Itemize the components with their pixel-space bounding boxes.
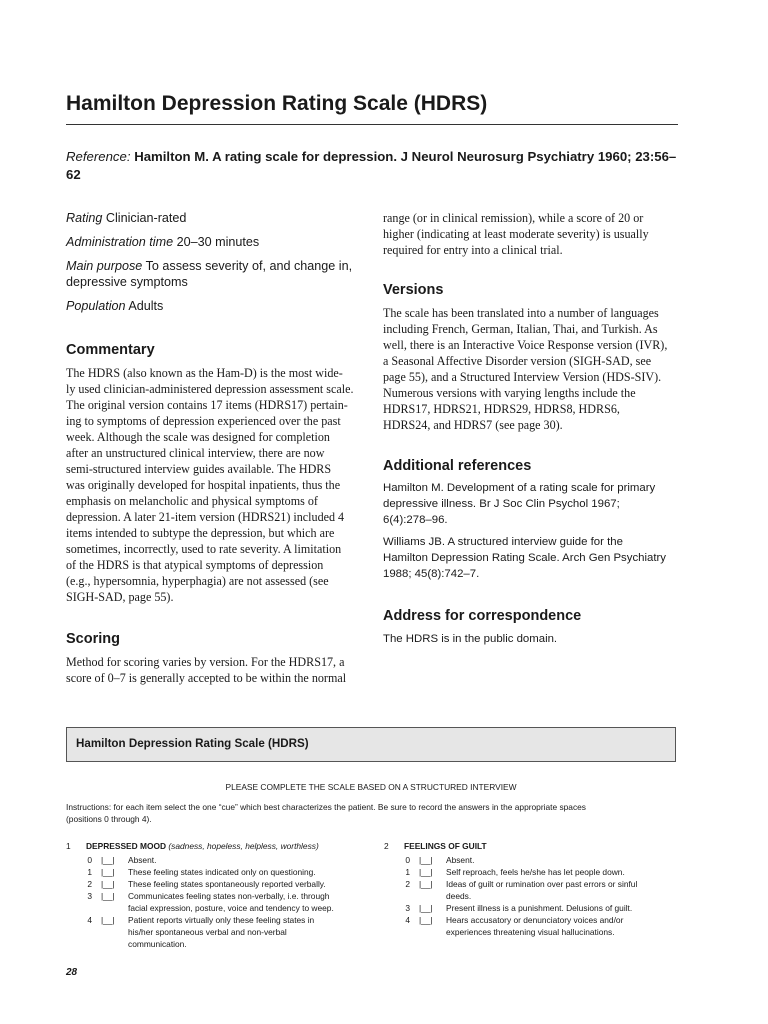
answer-box[interactable]: |__| xyxy=(419,855,433,865)
answer-box[interactable]: |__| xyxy=(419,879,433,889)
item-option: 0 |__| Absent. xyxy=(87,855,157,865)
item-number: 1 xyxy=(66,841,71,851)
page-title: Hamilton Depression Rating Scale (HDRS) xyxy=(66,92,488,115)
item-option: 4 |__| Patient reports virtually only these feeling states in his/her spontaneous verbal and non-verbal communication. xyxy=(87,915,315,949)
reference-label: Reference: xyxy=(66,149,131,164)
answer-box[interactable]: |__| xyxy=(419,915,433,925)
scoring-text-continued: range (or in clinical remission), while a score of 20 or higher (indicating at least moderate severity) is usually required for entry into a clinical trial. xyxy=(383,211,649,257)
form-instructions: Instructions: for each item select the one “cue” which best characterizes the patient. Be sure to record the answers in the appropriate spaces (positions 0 through 4). xyxy=(66,802,586,824)
versions-heading: Versions xyxy=(383,282,444,298)
left-column xyxy=(66,210,360,686)
item-option: 0 |__| Absent. xyxy=(405,855,475,865)
address-text: The HDRS is in the public domain. xyxy=(383,633,558,645)
answer-box[interactable]: |__| xyxy=(101,891,115,901)
reference-text: Hamilton M. A rating scale for depression. J Neurol Neurosurg Psychiatry 1960; 23:56–62 xyxy=(66,149,677,182)
right-column xyxy=(383,210,679,647)
commentary-text: The HDRS (also known as the Ham-D) is the most wide- ly used clinician-administered depression assessment scale. The original version contains 17 items (HDRS17) pertain- ing to symptoms of depression experienced over the past week. Although the scale was designed for completion after an unstructured clinical interview, there are now semi-structured interview guides available. The HDRS was originally developed for hospital inpatients, thus the emphasis on melancholic and physical symptoms of depression. A later 21-item version (HDRS21) included 4 items intended to subtype the depression, but which are sometimes, incorrectly, used to rate severity. A limitation of the HDRS is that atypical symptoms of depression (e.g., hypersomnia, hyperphagia) are not assessed (see SIGH-SAD, page 55). xyxy=(66,366,354,604)
item-number: 2 xyxy=(384,841,389,851)
item-title: DEPRESSED MOOD (sadness, hopeless, helpless, worthless) xyxy=(86,841,319,851)
address-heading: Address for correspondence xyxy=(383,608,582,624)
item-option: 4 |__| Hears accusatory or denunciatory voices and/or experiences threatening visual hallucinations. xyxy=(405,915,624,937)
reference xyxy=(66,148,678,184)
meta-rating: Rating Clinician-rated xyxy=(66,211,187,225)
title-divider xyxy=(66,124,678,125)
scale-item-depressed-mood xyxy=(66,841,366,950)
answer-box[interactable]: |__| xyxy=(101,879,115,889)
scale-item-feelings-of-guilt xyxy=(384,841,678,938)
page-number: 28 xyxy=(66,967,78,978)
scoring-heading: Scoring xyxy=(66,631,120,647)
meta-population: Population Adults xyxy=(66,299,164,313)
answer-box[interactable]: |__| xyxy=(419,903,433,913)
answer-box[interactable]: |__| xyxy=(101,855,115,865)
answer-box[interactable]: |__| xyxy=(101,867,115,877)
item-option: 2 |__| These feeling states spontaneously reported verbally. xyxy=(87,879,326,889)
form-directive: PLEASE COMPLETE THE SCALE BASED ON A STRUCTURED INTERVIEW xyxy=(225,782,517,792)
meta-main-purpose: Main purpose To assess severity of, and change in, depressive symptoms xyxy=(66,259,353,289)
additional-reference-1: Hamilton M. Development of a rating scale for primary depressive illness. Br J Soc Clin Psychol 1967; 6(4):278–96. xyxy=(383,482,656,526)
scale-title: Hamilton Depression Rating Scale (HDRS) xyxy=(76,737,309,750)
item-title: FEELINGS OF GUILT xyxy=(404,841,487,851)
scale-title-box xyxy=(66,727,676,762)
additional-reference-2: Williams JB. A structured interview guide for the Hamilton Depression Rating Scale. Arch Gen Psychiatry 1988; 45(8):742–7. xyxy=(383,536,666,580)
item-option: 3 |__| Present illness is a punishment. Delusions of guilt. xyxy=(405,903,633,913)
additional-references-heading: Additional references xyxy=(383,458,532,474)
item-option: 2 |__| Ideas of guilt or rumination over past errors or sinful deeds. xyxy=(405,879,638,901)
item-option: 1 |__| These feeling states indicated only on questioning. xyxy=(87,867,316,877)
scoring-text: Method for scoring varies by version. For the HDRS17, a score of 0–7 is generally accepted to be within the normal xyxy=(66,655,347,685)
item-option: 3 |__| Communicates feeling states non-verbally, i.e. through facial expression, posture, voice and tendency to weep. xyxy=(87,891,334,913)
versions-text: The scale has been translated into a number of languages including French, German, Italian, Thai, and Turkish. As well, there is an Interactive Voice Response version (IVR), a Seasonal Affective Disorder version (SIGH-SAD, see page 55), and a Structured Interview Version (HDS-SIV). Numerous versions with varying lengths include the HDRS17, HDRS21, HDRS29, HDRS8, HDRS6, HDRS24, and HDRS7 (see page 30). xyxy=(383,306,668,432)
answer-box[interactable]: |__| xyxy=(101,915,115,925)
commentary-heading: Commentary xyxy=(66,342,155,358)
meta-administration-time: Administration time 20–30 minutes xyxy=(66,235,260,249)
meta-list xyxy=(66,210,360,314)
item-option: 1 |__| Self reproach, feels he/she has let people down. xyxy=(405,867,625,877)
answer-box[interactable]: |__| xyxy=(419,867,433,877)
